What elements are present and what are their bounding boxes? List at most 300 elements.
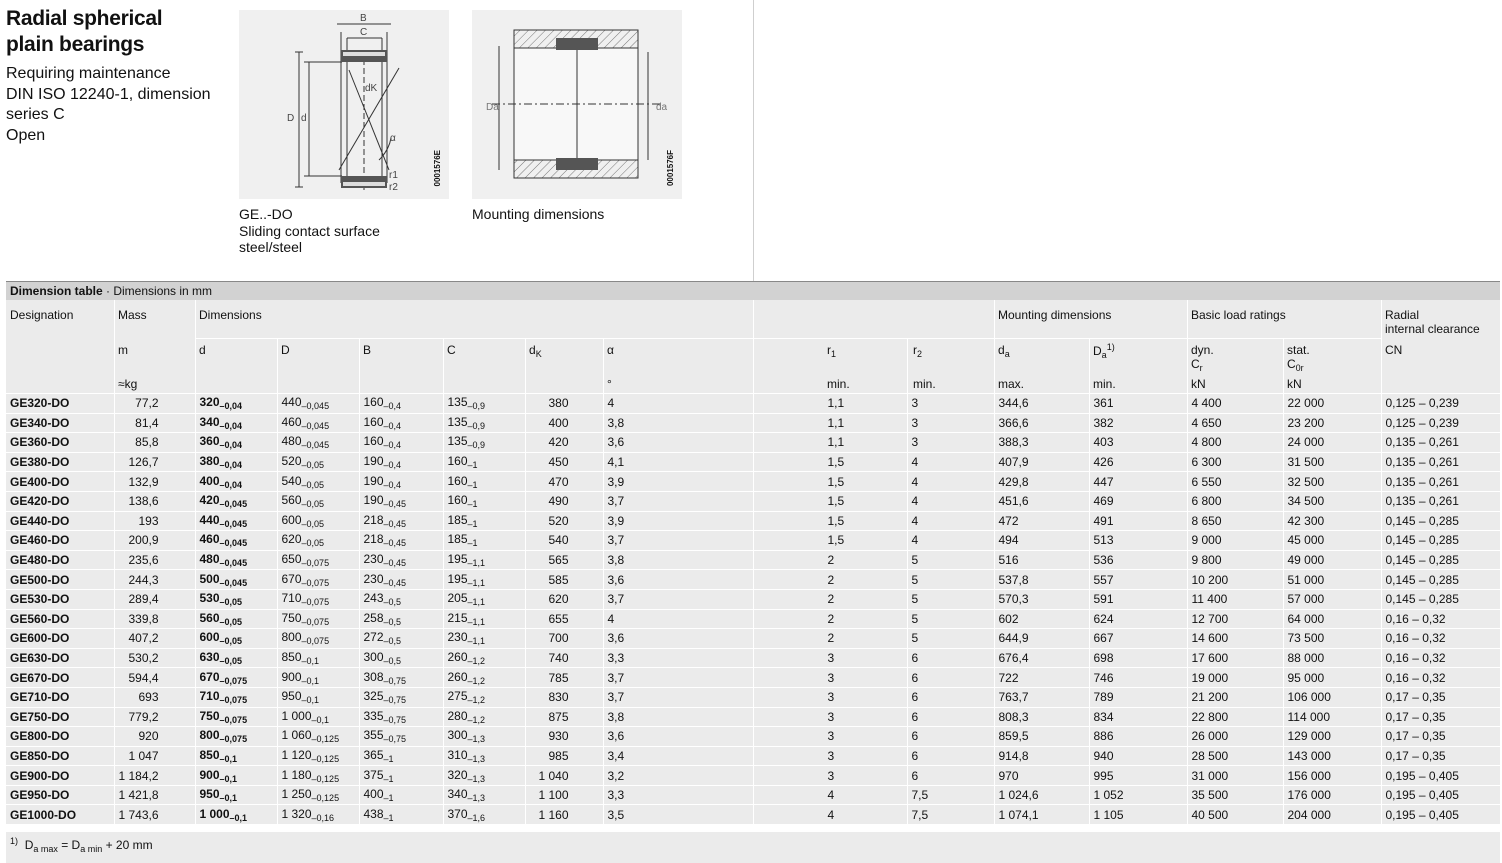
cell-Da: [1089, 433, 1187, 453]
value: 1 180: [281, 767, 312, 782]
value: 3,7: [607, 670, 625, 685]
value: 0,125: [316, 753, 340, 764]
cell-r2: [907, 687, 994, 707]
header-divider: [1089, 339, 1090, 393]
value: 0,4: [388, 401, 402, 412]
cell-designation: [6, 805, 114, 824]
minus-sign: –: [467, 558, 473, 569]
cell-clearance: [1381, 785, 1500, 805]
cell-designation: [6, 413, 114, 433]
value: 195: [447, 571, 468, 586]
value: 1 160: [538, 807, 569, 822]
cell-Cor: [1283, 491, 1381, 511]
value: 9 000: [1191, 533, 1222, 548]
cell-r1: [753, 472, 907, 492]
table-row: [6, 550, 1500, 570]
cell-Cr: [1187, 472, 1283, 492]
value: 0,04: [224, 420, 243, 431]
value: 0,16 – 0,32: [1385, 651, 1446, 666]
tolerance: [384, 440, 402, 450]
table-row: [6, 648, 1500, 668]
description-line: Open: [6, 126, 46, 144]
minus-sign: –: [467, 773, 473, 784]
value: 438: [363, 806, 384, 821]
cell-dK: [525, 648, 603, 668]
value: 0,04: [224, 479, 243, 490]
label-r1: r1: [389, 170, 398, 181]
cell-dK: [525, 550, 603, 570]
cell-mass: [114, 452, 195, 472]
minus-sign: –: [383, 714, 389, 725]
cell-Cr: [1187, 687, 1283, 707]
value: 3,7: [607, 533, 625, 548]
value: GE320-DO: [10, 396, 70, 411]
value: 0,4: [388, 479, 402, 490]
value: 3,8: [607, 415, 625, 430]
value: GE340-DO: [10, 415, 70, 430]
label-D: D: [287, 113, 295, 124]
value: 480: [199, 552, 220, 567]
value: 4: [911, 474, 919, 489]
value: 340: [447, 787, 468, 802]
sym-cn: CN: [1385, 343, 1403, 357]
minus-sign: –: [219, 793, 225, 804]
cell-C: [443, 452, 525, 472]
cell-mass: [114, 413, 195, 433]
value: 200,9: [128, 533, 159, 548]
cell-dK: [525, 570, 603, 590]
cell-da: [994, 687, 1089, 707]
unit-max: max.: [998, 377, 1025, 391]
cell-r1: [753, 570, 907, 590]
value: 275: [447, 689, 468, 704]
header-divider: [1187, 300, 1188, 393]
cell-r1: [753, 413, 907, 433]
value: 1: [388, 753, 394, 764]
cell-r1: [753, 394, 907, 414]
mounting-drawing-svg: [472, 10, 682, 199]
cell-r1: [753, 531, 907, 551]
table-row: [6, 491, 1500, 511]
tolerance: [384, 538, 407, 548]
value: 620: [281, 532, 302, 547]
cell-C: [443, 531, 525, 551]
value: 3,5: [607, 807, 625, 822]
value: 1,5: [827, 494, 845, 509]
cell-designation: [6, 531, 114, 551]
value: 176 000: [1287, 788, 1331, 803]
value: 0,075: [224, 695, 248, 706]
value: GE1000-DO: [10, 807, 77, 822]
value: 470: [548, 474, 569, 489]
tolerance: [384, 421, 402, 431]
minus-sign: –: [301, 440, 307, 451]
cell-alpha: [603, 609, 753, 629]
table-title: Dimension table: [10, 284, 103, 298]
cell-mass: [114, 629, 195, 649]
value: 1 040: [538, 768, 569, 783]
value: 0,1: [224, 793, 238, 804]
cell-da: [994, 707, 1089, 727]
cell-Da: [1089, 746, 1187, 766]
value: 32 500: [1287, 474, 1325, 489]
value: 480: [281, 434, 302, 449]
value: 1,1: [827, 415, 845, 430]
value: 2: [827, 553, 835, 568]
cell-B: [359, 805, 443, 824]
value: 3: [827, 651, 835, 666]
value: 1 743,6: [118, 807, 159, 822]
cell-dK: [525, 531, 603, 551]
value: 160: [363, 395, 384, 410]
value: 426: [1093, 455, 1114, 470]
minus-sign: –: [467, 636, 473, 647]
cell-Cr: [1187, 609, 1283, 629]
value: GE710-DO: [10, 690, 70, 705]
cell-Cr: [1187, 746, 1283, 766]
cell-alpha: [603, 785, 753, 805]
value: 4,1: [607, 455, 625, 470]
minus-sign: –: [301, 479, 307, 490]
minus-sign: –: [383, 734, 389, 745]
value: 447: [1093, 474, 1114, 489]
value: 340: [199, 414, 220, 429]
cell-alpha: [603, 668, 753, 688]
cell-Cor: [1283, 531, 1381, 551]
cell-B: [359, 472, 443, 492]
minus-sign: –: [383, 597, 389, 608]
cell-clearance: [1381, 511, 1500, 531]
value: 5: [911, 553, 919, 568]
value: 0,135 – 0,261: [1385, 494, 1459, 509]
tolerance: [312, 793, 340, 803]
cell-d: [195, 413, 277, 433]
value: 4: [911, 533, 919, 548]
cell-Da: [1089, 511, 1187, 531]
value: 3: [827, 670, 835, 685]
cell-r2: [907, 727, 994, 747]
value: 1: [472, 518, 478, 529]
value: 300: [447, 728, 468, 743]
cell-Da: [1089, 727, 1187, 747]
value: 540: [548, 533, 569, 548]
cell-D: [277, 452, 359, 472]
table-row: [6, 413, 1500, 433]
cell-D: [277, 511, 359, 531]
col-radial-line: internal clearance: [1385, 322, 1480, 336]
cell-r2: [907, 707, 994, 727]
value: 490: [548, 494, 569, 509]
cell-mass: [114, 589, 195, 609]
cell-r1: [753, 511, 907, 531]
value: 0,04: [224, 440, 243, 451]
value: 190: [363, 493, 384, 508]
cell-Cor: [1283, 413, 1381, 433]
tolerance: [384, 656, 402, 666]
value: 5: [911, 572, 919, 587]
value: 900: [281, 669, 302, 684]
tolerance: [384, 401, 402, 411]
cell-D: [277, 746, 359, 766]
minus-sign: –: [219, 714, 225, 725]
value: 0,9: [472, 440, 486, 451]
value: 513: [1093, 533, 1114, 548]
value: 0,1: [234, 812, 248, 823]
value: 0,17 – 0,35: [1385, 690, 1446, 705]
value: 28 500: [1191, 748, 1229, 763]
minus-sign: –: [229, 812, 235, 823]
cell-B: [359, 394, 443, 414]
cell-clearance: [1381, 550, 1500, 570]
minus-sign: –: [219, 460, 225, 471]
tolerance: [468, 617, 486, 627]
tolerance: [384, 695, 407, 705]
value: 557: [1093, 572, 1114, 587]
product-description: [6, 64, 242, 146]
cell-Cor: [1283, 394, 1381, 414]
value: GE850-DO: [10, 748, 70, 763]
cell-clearance: [1381, 570, 1500, 590]
value: 6: [911, 670, 919, 685]
cell-designation: [6, 609, 114, 629]
value: 4: [827, 788, 835, 803]
tolerance: [384, 813, 394, 823]
cell-C: [443, 727, 525, 747]
minus-sign: –: [219, 577, 225, 588]
value: 746: [1093, 670, 1114, 685]
cell-Cr: [1187, 570, 1283, 590]
minus-sign: –: [301, 518, 307, 529]
cell-alpha: [603, 452, 753, 472]
value: 585: [548, 572, 569, 587]
cell-designation: [6, 394, 114, 414]
cell-alpha: [603, 629, 753, 649]
value: 0,05: [224, 616, 243, 627]
tolerance: [384, 597, 402, 607]
value: 0,9: [472, 401, 486, 412]
footnote-sub: a min: [80, 844, 103, 854]
sym-alpha: α: [607, 343, 614, 357]
value: 494: [998, 533, 1019, 548]
value: 1,1: [472, 636, 486, 647]
header-divider: [443, 339, 444, 393]
value: 710: [281, 591, 302, 606]
value: 35 500: [1191, 788, 1229, 803]
value: 0,75: [388, 675, 407, 686]
value: 400: [548, 415, 569, 430]
cell-d: [195, 668, 277, 688]
sym-da-base: d: [998, 343, 1005, 357]
value: 460: [281, 414, 302, 429]
value: 0,075: [224, 734, 248, 745]
value: 1 184,2: [118, 768, 159, 783]
col-mass: Mass: [118, 308, 147, 322]
unit-min: min.: [913, 377, 936, 391]
value: 850: [199, 747, 220, 762]
cell-Cor: [1283, 609, 1381, 629]
value: 0,05: [306, 518, 325, 529]
value: 1,3: [472, 734, 486, 745]
minus-sign: –: [383, 577, 389, 588]
minus-sign: –: [467, 538, 473, 549]
cell-C: [443, 413, 525, 433]
minus-sign: –: [311, 714, 317, 725]
header-divider: [603, 339, 604, 393]
value: 400: [363, 787, 384, 802]
value: 114 000: [1287, 709, 1330, 724]
cell-designation: [6, 707, 114, 727]
table-row: [6, 433, 1500, 453]
figure-caption: [239, 206, 380, 256]
cell-alpha: [603, 746, 753, 766]
value: 0,145 – 0,285: [1385, 572, 1459, 587]
cell-d: [195, 746, 277, 766]
minus-sign: –: [467, 656, 473, 667]
value: 1 024,6: [998, 788, 1039, 803]
cell-r2: [907, 629, 994, 649]
cell-da: [994, 511, 1089, 531]
cell-da: [994, 413, 1089, 433]
value: 3,7: [607, 592, 625, 607]
minus-sign: –: [467, 714, 473, 725]
cell-B: [359, 589, 443, 609]
minus-sign: –: [301, 538, 307, 549]
value: 243: [363, 591, 384, 606]
cell-Cor: [1283, 668, 1381, 688]
table-row: [6, 668, 1500, 688]
value: 10 200: [1191, 572, 1229, 587]
cell-B: [359, 452, 443, 472]
value: 361: [1093, 396, 1114, 411]
cell-mass: [114, 707, 195, 727]
cell-alpha: [603, 511, 753, 531]
cell-Cr: [1187, 629, 1283, 649]
value: 0,45: [388, 558, 407, 569]
cell-clearance: [1381, 648, 1500, 668]
table-row: [6, 609, 1500, 629]
value: 0,125 – 0,239: [1385, 396, 1459, 411]
value: 272: [363, 630, 384, 645]
minus-sign: –: [219, 518, 225, 529]
sym-r1: [827, 343, 836, 361]
table-row: [6, 766, 1500, 786]
value: 900: [199, 767, 220, 782]
unit-kN: kN: [1287, 377, 1302, 391]
cell-D: [277, 550, 359, 570]
value: 138,6: [128, 494, 159, 509]
sym-Da-sub: a: [1101, 350, 1107, 360]
minus-sign: –: [301, 695, 307, 706]
value: 308: [363, 669, 384, 684]
tolerance: [468, 401, 486, 411]
tolerance: [220, 460, 243, 470]
value: 0,4: [388, 420, 402, 431]
tolerance: [384, 734, 407, 744]
value: 5: [911, 611, 919, 626]
header-divider: [907, 339, 908, 393]
value: 160: [447, 473, 468, 488]
tolerance: [302, 597, 330, 607]
tolerance: [220, 617, 243, 627]
bearing-drawing-svg: [239, 10, 449, 199]
label-B: B: [360, 13, 367, 24]
minus-sign: –: [467, 793, 473, 804]
value: 156 000: [1287, 768, 1331, 783]
minus-sign: –: [219, 401, 225, 412]
value: 230: [363, 552, 384, 567]
cell-dK: [525, 511, 603, 531]
value: 4: [911, 494, 919, 509]
value: 215: [447, 610, 468, 625]
value: 3,8: [607, 709, 625, 724]
cell-d: [195, 511, 277, 531]
value: 0,045: [224, 518, 248, 529]
value: 380: [548, 396, 569, 411]
figure-code: 0001576E: [433, 150, 442, 187]
mounting-dimensions-drawing: [472, 10, 682, 199]
value: 1,3: [472, 753, 486, 764]
value: 204 000: [1287, 807, 1331, 822]
value: 1,2: [472, 675, 486, 686]
cell-alpha: [603, 766, 753, 786]
cell-alpha: [603, 727, 753, 747]
value: 49 000: [1287, 553, 1325, 568]
value: 624: [1093, 611, 1114, 626]
cell-clearance: [1381, 413, 1500, 433]
value: 914,8: [998, 748, 1029, 763]
cell-r1: [753, 648, 907, 668]
value: 1: [472, 479, 478, 490]
minus-sign: –: [467, 420, 473, 431]
cell-da: [994, 550, 1089, 570]
value: 95 000: [1287, 670, 1325, 685]
value: 0,135 – 0,261: [1385, 474, 1459, 489]
value: 570,3: [998, 592, 1029, 607]
cell-mass: [114, 472, 195, 492]
cell-designation: [6, 668, 114, 688]
tolerance: [384, 676, 407, 686]
cell-r2: [907, 589, 994, 609]
sym-da-sub: a: [1004, 349, 1010, 359]
cell-clearance: [1381, 687, 1500, 707]
minus-sign: –: [383, 695, 389, 706]
cell-Cor: [1283, 452, 1381, 472]
value: 81,4: [135, 415, 159, 430]
value: 859,5: [998, 729, 1029, 744]
tolerance: [302, 656, 320, 666]
value: 0,075: [224, 714, 248, 725]
value: 335: [363, 708, 384, 723]
cell-designation: [6, 746, 114, 766]
value: 0,075: [306, 597, 330, 608]
value: 3,9: [607, 474, 625, 489]
header-divider: [753, 300, 754, 393]
value: 560: [199, 610, 220, 625]
description-line: Requiring maintenance: [6, 65, 171, 82]
cell-clearance: [1381, 805, 1500, 824]
value: 1,1: [827, 435, 845, 450]
cell-d: [195, 472, 277, 492]
tolerance: [302, 519, 325, 529]
value: 73 500: [1287, 631, 1325, 646]
cell-da: [994, 648, 1089, 668]
value: 450: [548, 455, 569, 470]
value: 12 700: [1191, 611, 1229, 626]
value: 51 000: [1287, 572, 1325, 587]
cell-D: [277, 629, 359, 649]
value: 310: [447, 747, 468, 762]
value: 4: [607, 396, 615, 411]
